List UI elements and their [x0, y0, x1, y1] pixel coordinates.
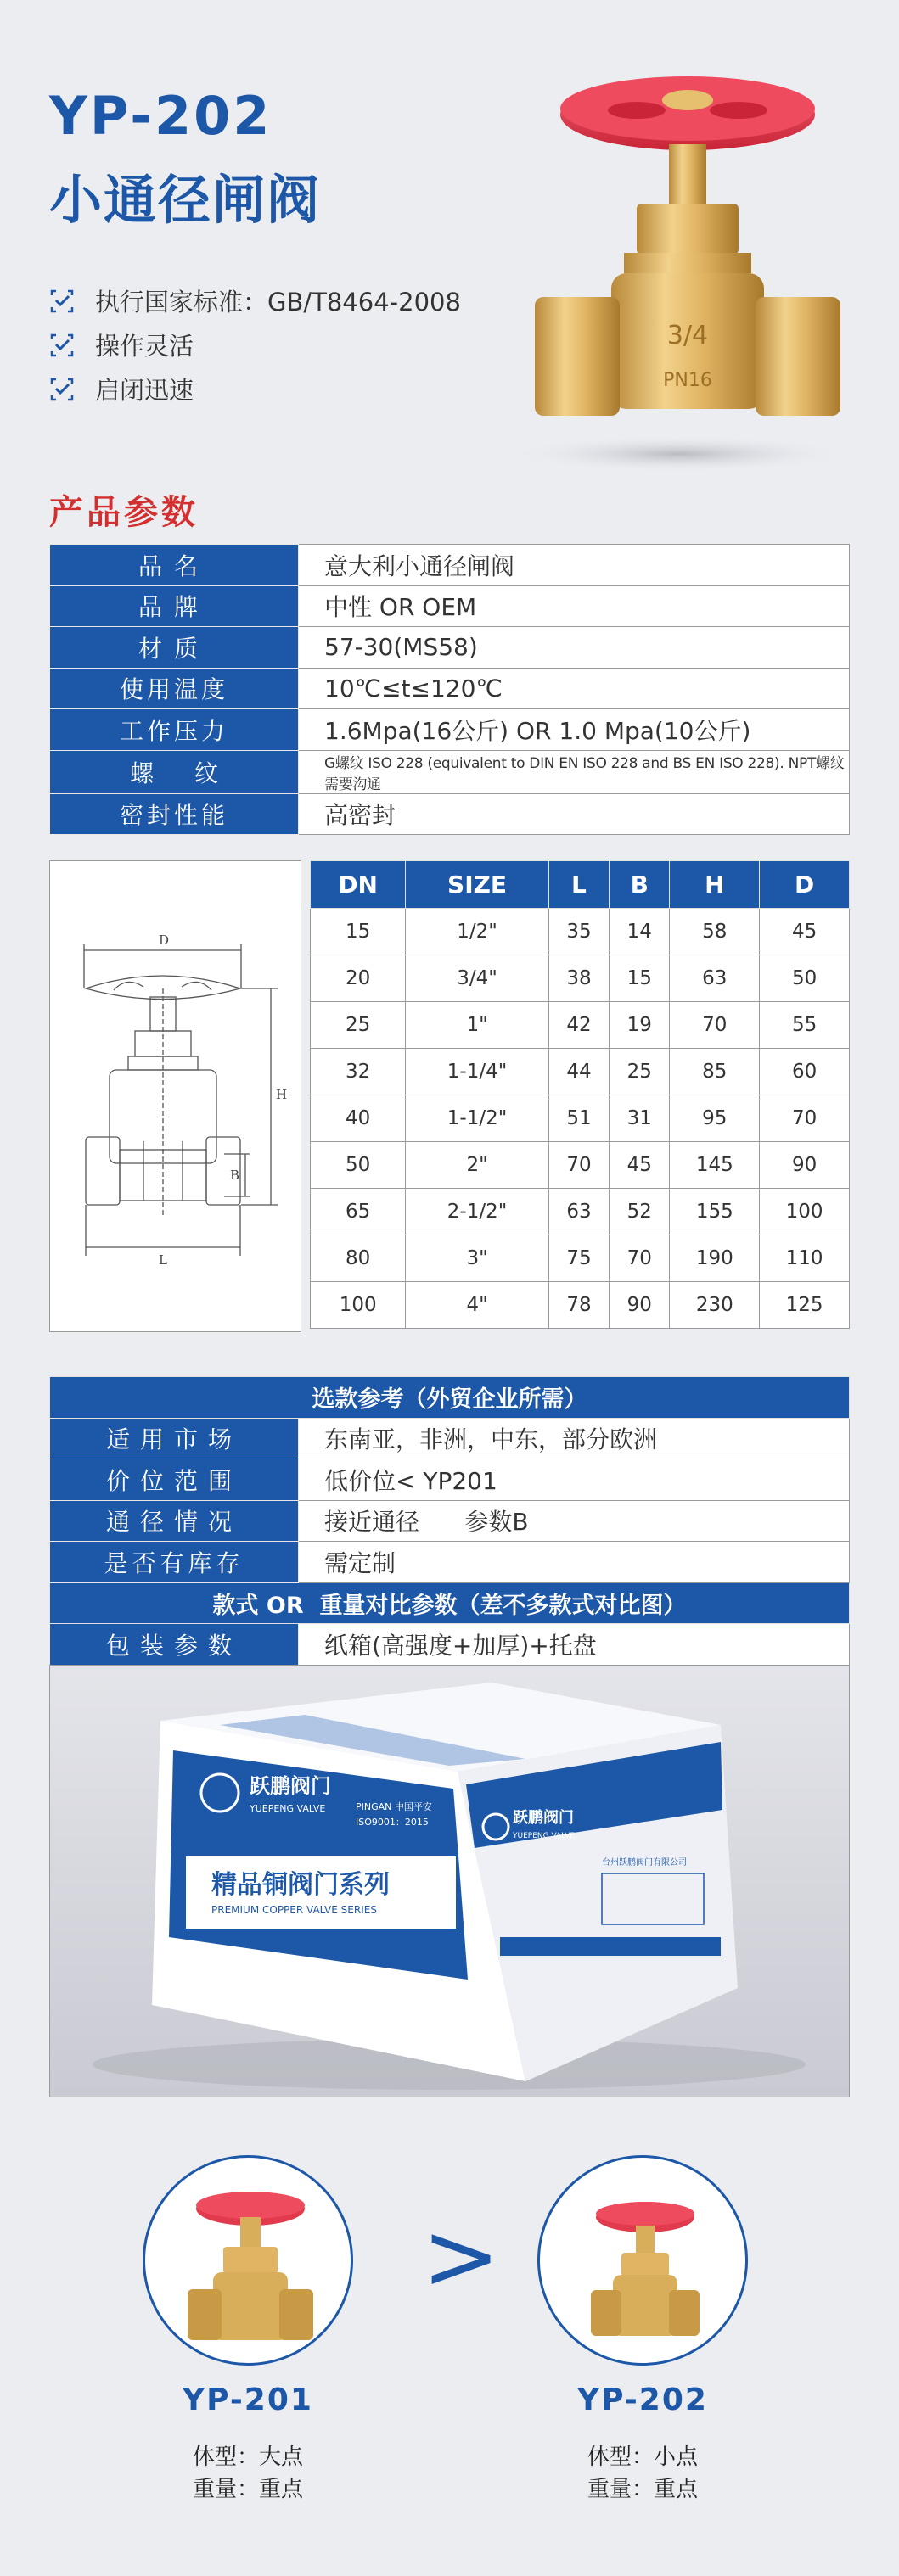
dimension-cell: 63 — [548, 1189, 609, 1235]
dimension-cell: 70 — [760, 1095, 850, 1142]
dimension-cell: 38 — [548, 955, 609, 1002]
param-value: 10℃≤t≤120℃ — [299, 668, 850, 709]
dimension-row — [311, 1189, 850, 1235]
dimension-cell: 45 — [610, 1142, 670, 1189]
param-key: 品牌 — [50, 585, 299, 627]
dimension-cell: 45 — [760, 909, 850, 955]
compare-body-left: 体型：大点 — [192, 2444, 303, 2470]
dimension-header-cell: DN — [311, 861, 406, 909]
dimension-cell: 25 — [311, 1002, 406, 1049]
param-value: 高密封 — [299, 793, 850, 835]
dimension-cell: 1-1/4" — [406, 1049, 548, 1095]
dimension-cell: 80 — [311, 1235, 406, 1282]
dimension-cell: 50 — [311, 1142, 406, 1189]
feature-label: 操作灵活 — [95, 332, 194, 361]
company-name: 台州跃鹏阀门有限公司 — [602, 1858, 687, 1868]
param-row — [50, 668, 850, 709]
feature-item — [49, 372, 194, 406]
dimension-header-cell: SIZE — [406, 861, 548, 909]
brand-en: YUEPENG VALVE — [250, 1803, 326, 1814]
compare-image-right — [537, 2155, 748, 2366]
dimension-cell: 100 — [760, 1189, 850, 1235]
dimension-header-cell: B — [610, 861, 670, 909]
packing-value: 纸箱(高强度+加厚)+托盘 — [299, 1624, 850, 1666]
dimension-cell: 14 — [610, 909, 670, 955]
dimension-cell: 190 — [670, 1235, 760, 1282]
pingan-text: PINGAN 中国平安 — [356, 1801, 432, 1812]
dimension-cell: 25 — [610, 1049, 670, 1095]
check-icon — [49, 333, 75, 358]
selection-row — [50, 1624, 850, 1666]
feature-item — [49, 328, 194, 362]
iso-text: ISO9001：2015 — [356, 1817, 429, 1828]
technical-drawing — [49, 860, 301, 1332]
param-value: 意大利小通径闸阀 — [299, 545, 850, 586]
dimension-cell: 145 — [670, 1142, 760, 1189]
compare-model-left: YP-201 — [183, 2383, 313, 2417]
dimension-cell: 19 — [610, 1002, 670, 1049]
dimension-row — [311, 1002, 850, 1049]
dimension-cell: 90 — [760, 1142, 850, 1189]
compare-model-right: YP-202 — [577, 2383, 708, 2417]
dimension-cell: 125 — [760, 1282, 850, 1329]
brand-cn-side: 跃鹏阀门 — [513, 1809, 574, 1827]
valve-drawing — [50, 861, 302, 1333]
compare-weight-right: 重量：重点 — [587, 2477, 698, 2502]
dimension-cell: 51 — [548, 1095, 609, 1142]
dimension-cell: 20 — [311, 955, 406, 1002]
param-value: G螺纹 ISO 228 (equivalent to DIN EN ISO 228 and BS EN ISO 228). NPT螺纹需要沟通 — [299, 750, 850, 793]
dimension-cell: 4" — [406, 1282, 548, 1329]
param-row — [50, 585, 850, 627]
dimension-header-row — [311, 861, 850, 909]
param-row — [50, 709, 850, 751]
selection-value: 低价位< YP201 — [299, 1459, 850, 1501]
param-row — [50, 545, 850, 586]
packaging-image — [49, 1665, 850, 2097]
selection-row — [50, 1500, 850, 1542]
compare-body-right: 体型：小点 — [587, 2444, 698, 2470]
param-row — [50, 793, 850, 835]
dimension-row — [311, 955, 850, 1002]
dimension-cell: 2-1/2" — [406, 1189, 548, 1235]
dimension-cell: 70 — [610, 1235, 670, 1282]
product-name: 小通径闸阀 — [49, 169, 322, 231]
param-key: 使用温度 — [50, 668, 299, 709]
param-table — [49, 544, 850, 835]
param-key: 品名 — [50, 545, 299, 586]
dimension-cell: 15 — [610, 955, 670, 1002]
dimension-cell: 60 — [760, 1049, 850, 1095]
dimension-cell: 70 — [548, 1142, 609, 1189]
label-b: B — [230, 1168, 240, 1183]
dimension-header-cell: D — [760, 861, 850, 909]
gate-valve-image — [509, 51, 866, 475]
selection-key: 价位范围 — [50, 1459, 299, 1501]
compare-image-left — [143, 2155, 353, 2366]
param-value: 中性 OR OEM — [299, 585, 850, 627]
dimension-cell: 90 — [610, 1282, 670, 1329]
check-icon — [49, 288, 75, 314]
pressure-mark: PN16 — [663, 370, 712, 391]
dimension-cell: 110 — [760, 1235, 850, 1282]
compare-title: 款式 OR 重量对比参数（差不多款式对比图） — [50, 1582, 850, 1624]
packing-key: 包装参数 — [50, 1624, 299, 1666]
brand-en-side: YUEPENG VALVE — [513, 1832, 576, 1840]
dimension-cell: 1" — [406, 1002, 548, 1049]
feature-label: 执行国家标准：GB/T8464-2008 — [95, 288, 461, 316]
dimension-row — [311, 1049, 850, 1095]
dimension-row — [311, 1282, 850, 1329]
selection-value: 接近通径 参数B — [299, 1500, 850, 1542]
dimension-cell: 78 — [548, 1282, 609, 1329]
dimension-cell: 95 — [670, 1095, 760, 1142]
check-icon — [49, 377, 75, 402]
param-key: 密封性能 — [50, 793, 299, 835]
greater-than-symbol: > — [422, 2202, 501, 2310]
valve-yp202-image — [540, 2158, 748, 2366]
dimension-cell: 42 — [548, 1002, 609, 1049]
dimension-cell: 15 — [311, 909, 406, 955]
dimension-cell: 32 — [311, 1049, 406, 1095]
dimension-cell: 31 — [610, 1095, 670, 1142]
dimension-cell: 2" — [406, 1142, 548, 1189]
param-key: 材质 — [50, 627, 299, 669]
dimension-cell: 230 — [670, 1282, 760, 1329]
dimension-cell: 75 — [548, 1235, 609, 1282]
dimension-cell: 70 — [670, 1002, 760, 1049]
dimension-row — [311, 909, 850, 955]
dimension-cell: 55 — [760, 1002, 850, 1049]
carton-box — [50, 1666, 850, 2097]
selection-row — [50, 1459, 850, 1501]
label-h: H — [276, 1087, 288, 1102]
selection-title: 选款参考（外贸企业所需） — [50, 1377, 850, 1419]
param-row — [50, 750, 850, 793]
dimension-cell: 85 — [670, 1049, 760, 1095]
dimension-header-cell: L — [548, 861, 609, 909]
dimension-cell: 58 — [670, 909, 760, 955]
dimension-cell: 1/2" — [406, 909, 548, 955]
series-cn: 精品铜阀门系列 — [211, 1870, 390, 1900]
section-title: 产品参数 — [49, 493, 199, 532]
feature-item — [49, 283, 461, 318]
stock-value: 需定制 — [299, 1542, 850, 1583]
dimension-cell: 63 — [670, 955, 760, 1002]
dimension-cell: 3/4" — [406, 955, 548, 1002]
param-row — [50, 627, 850, 669]
selection-table — [49, 1376, 850, 1666]
selection-row — [50, 1418, 850, 1459]
dimension-cell: 155 — [670, 1189, 760, 1235]
label-d: D — [159, 932, 170, 948]
selection-value: 东南亚，非洲，中东，部分欧洲 — [299, 1418, 850, 1459]
brand-cn: 跃鹏阀门 — [250, 1774, 331, 1798]
dimension-cell: 44 — [548, 1049, 609, 1095]
param-key: 螺纹 — [50, 750, 299, 793]
dimension-cell: 3" — [406, 1235, 548, 1282]
dimension-cell: 1-1/2" — [406, 1095, 548, 1142]
dimension-cell: 40 — [311, 1095, 406, 1142]
dimension-row — [311, 1235, 850, 1282]
param-value: 1.6Mpa(16公斤) OR 1.0 Mpa(10公斤) — [299, 709, 850, 751]
dimension-cell: 50 — [760, 955, 850, 1002]
selection-key: 适用市场 — [50, 1418, 299, 1459]
dimension-cell: 100 — [311, 1282, 406, 1329]
dimension-cell: 52 — [610, 1189, 670, 1235]
stock-key: 是否有库存 — [50, 1542, 299, 1583]
dimension-cell: 65 — [311, 1189, 406, 1235]
compare-weight-left: 重量：重点 — [192, 2477, 303, 2502]
valve-yp201-image — [145, 2158, 353, 2366]
selection-key: 通径情况 — [50, 1500, 299, 1542]
dimension-row — [311, 1095, 850, 1142]
selection-row — [50, 1542, 850, 1583]
dimension-cell: 35 — [548, 909, 609, 955]
param-key: 工作压力 — [50, 709, 299, 751]
series-en: PREMIUM COPPER VALVE SERIES — [211, 1904, 377, 1916]
dimension-header-cell: H — [670, 861, 760, 909]
model-title: YP-202 — [49, 85, 273, 147]
size-mark: 3/4 — [666, 321, 709, 350]
dimension-row — [311, 1142, 850, 1189]
dimension-table — [310, 860, 850, 1329]
param-value: 57-30(MS58) — [299, 627, 850, 669]
feature-label: 启闭迅速 — [95, 376, 194, 405]
label-l: L — [159, 1252, 167, 1268]
